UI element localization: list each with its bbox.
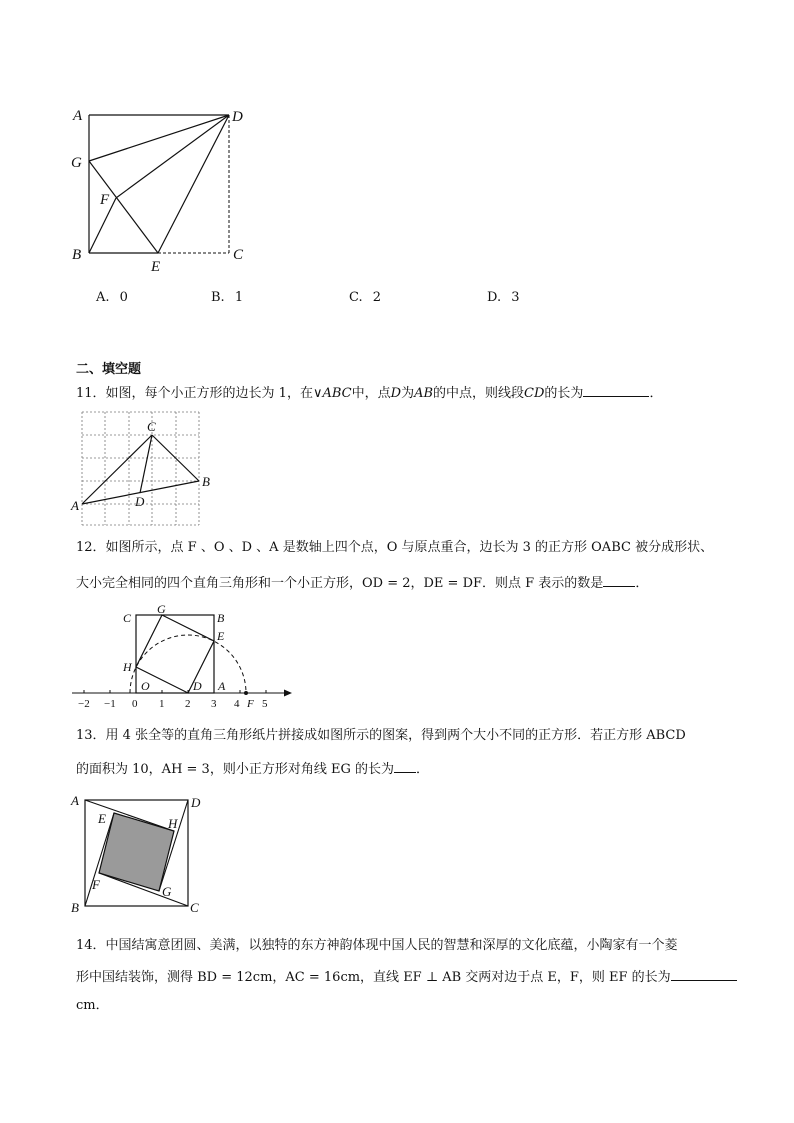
q13-text-part: 的面积为 10，AH = 3，则小正方形对角线 EG 的长为	[76, 762, 394, 777]
option-b-value: 1	[234, 290, 244, 305]
label-c: C	[123, 611, 132, 625]
label-a: A	[73, 108, 83, 124]
label-c: C	[233, 247, 244, 263]
label-f: F	[92, 877, 100, 892]
label-e: E	[217, 629, 225, 643]
label-h: H	[168, 816, 178, 831]
label-a: A	[71, 498, 79, 513]
tick-label: 3	[211, 698, 217, 710]
label-o: O	[141, 679, 150, 693]
q13-answer-blank[interactable]	[394, 758, 416, 773]
segment-gd	[89, 115, 229, 161]
section-title: 二、填空题	[76, 362, 142, 377]
q12-text-part: ．	[635, 576, 649, 591]
q14-answer-blank[interactable]	[671, 966, 737, 981]
label-d: D	[232, 109, 243, 125]
option-c-letter: C.	[349, 290, 363, 305]
label-g: G	[157, 602, 166, 616]
q13-text-part: ．	[415, 762, 429, 777]
tick-label: 2	[185, 698, 191, 710]
option-a-letter: A.	[96, 290, 110, 305]
label-h: H	[123, 660, 132, 674]
label-d: D	[191, 795, 201, 810]
option-c[interactable]	[349, 290, 381, 305]
tick-label: −1	[104, 698, 116, 710]
segment-ed	[158, 115, 229, 253]
q11-text-part: ．	[649, 386, 663, 401]
option-a-value: 0	[119, 290, 128, 305]
label-b: B	[71, 900, 79, 915]
label-g: G	[71, 155, 82, 171]
q11-segment-cd: CD	[524, 386, 545, 401]
q12-text-part: 大小完全相同的四个直角三角形和一个小正方形，OD = 2，DE = DF．则点 F 表示的数是	[76, 576, 604, 591]
q11-text-part: 中，点	[351, 386, 391, 401]
q14-line1: 14．中国结寓意团圆、美满，以独特的东方神韵体现中国人民的智慧和深厚的文化底蕴，小陶家有一个菱	[76, 938, 678, 953]
label-g: G	[162, 884, 172, 899]
option-a[interactable]	[96, 290, 128, 305]
q11-text-part: 为	[401, 386, 415, 401]
option-b[interactable]	[211, 290, 243, 305]
label-a: A	[71, 793, 79, 808]
tick-label: 0	[132, 698, 138, 710]
label-e: E	[151, 259, 161, 275]
option-c-value: 2	[372, 290, 382, 305]
axis-arrow-icon	[284, 690, 292, 697]
segment-fd	[116, 115, 229, 198]
option-b-letter: B.	[211, 290, 225, 305]
segment-cd	[140, 435, 152, 493]
label-d: D	[193, 679, 202, 693]
label-e: E	[98, 811, 106, 826]
label-c: C	[147, 419, 156, 434]
label-f: F	[247, 698, 254, 710]
point-f	[244, 691, 248, 695]
label-c: C	[190, 900, 199, 915]
option-d-value: 3	[511, 290, 520, 305]
q12-line2	[76, 572, 648, 594]
label-b: B	[72, 247, 82, 263]
tick-label: 1	[159, 698, 165, 710]
q11-figure	[68, 410, 208, 530]
q11-triangle: ∨ABC	[312, 386, 352, 401]
label-f: F	[100, 192, 110, 208]
q11-point-d: D	[390, 386, 402, 401]
q14-text-part: 形中国结装饰，测得 BD = 12cm，AC = 16cm，直线 EF ⊥ AB 交两对边于点 E，F，则 EF 的长为	[76, 970, 671, 985]
q12-line1: 12．如图所示，点 F 、O 、D 、A 是数轴上四个点，O 与原点重合，边长为 3 的正方形 OABC 被分成形状、	[76, 540, 714, 555]
q12-answer-blank[interactable]	[603, 572, 635, 587]
tick-label: −2	[78, 698, 90, 710]
label-d: D	[135, 494, 145, 509]
q11-text	[76, 382, 662, 404]
option-d-letter: D.	[487, 290, 502, 305]
q12-figure	[68, 602, 298, 712]
q13-line2	[76, 758, 429, 780]
q11-answer-blank[interactable]	[583, 382, 649, 397]
q14-line2	[76, 966, 737, 988]
q10-figure	[60, 100, 260, 280]
q11-text-part: 的中点，则线段	[433, 386, 525, 401]
q11-segment-ab: AB	[414, 386, 434, 401]
q13-line1: 13．用 4 张全等的直角三角形纸片拼接成如图所示的图案，得到两个大小不同的正方形．若正方形 ABCD	[76, 728, 686, 743]
q14-line3: cm．	[76, 998, 109, 1013]
q11-text-part: 的长为	[544, 386, 584, 401]
label-a: A	[218, 679, 226, 693]
tick-label: 5	[262, 698, 268, 710]
q13-figure	[66, 790, 216, 920]
q11-text-part: 11．如图，每个小正方形的边长为 1，在	[76, 386, 313, 401]
label-b: B	[217, 611, 225, 625]
tick-label: 4	[234, 698, 240, 710]
label-b: B	[202, 474, 210, 489]
option-d[interactable]	[487, 290, 520, 305]
